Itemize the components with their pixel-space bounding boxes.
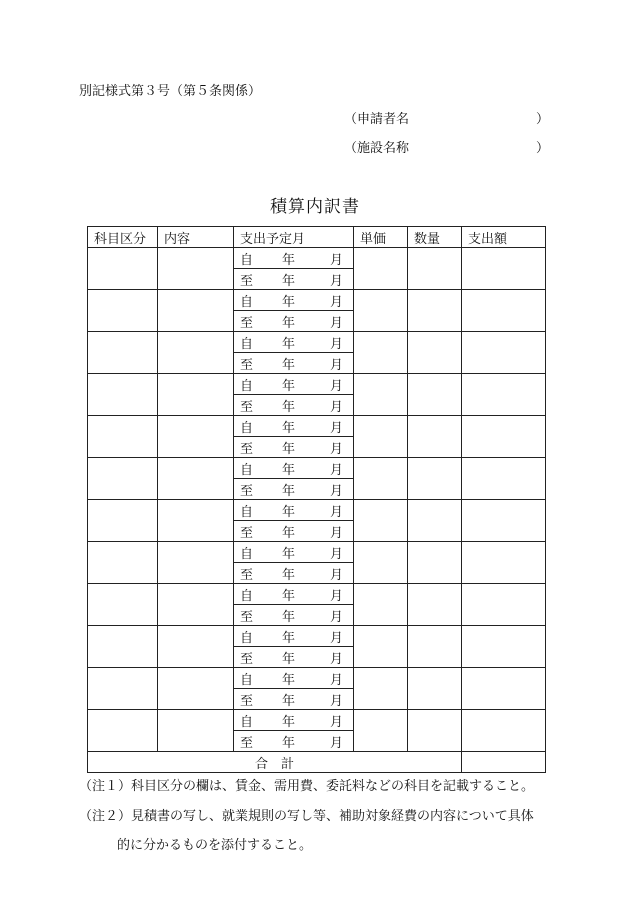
content-cell[interactable] — [158, 710, 234, 752]
month-unit: 月 — [330, 399, 344, 415]
unit-price-cell[interactable] — [354, 668, 408, 710]
quantity-cell[interactable] — [408, 626, 462, 668]
table-row — [88, 668, 546, 689]
table-row — [88, 248, 546, 269]
amount-cell[interactable] — [462, 290, 546, 332]
month-unit: 月 — [330, 315, 344, 331]
table-row — [88, 710, 546, 731]
quantity-cell[interactable] — [408, 374, 462, 416]
year-unit: 年 — [282, 504, 296, 520]
month-unit: 月 — [330, 273, 344, 289]
amount-cell[interactable] — [462, 458, 546, 500]
period-from-cell[interactable] — [234, 458, 354, 479]
table-row — [88, 416, 546, 437]
amount-cell[interactable] — [462, 710, 546, 752]
month-unit: 月 — [330, 735, 344, 751]
unit-price-cell[interactable] — [354, 584, 408, 626]
quantity-cell[interactable] — [408, 416, 462, 458]
year-unit: 年 — [282, 483, 296, 499]
total-amount-cell[interactable] — [462, 752, 546, 773]
unit-price-cell[interactable] — [354, 626, 408, 668]
period-from-cell[interactable] — [234, 584, 354, 605]
period-from-cell[interactable] — [234, 374, 354, 395]
form-label: 別記様式第３号（第５条関係） — [79, 84, 262, 99]
quantity-cell[interactable] — [408, 542, 462, 584]
month-unit: 月 — [330, 672, 344, 688]
category-cell[interactable] — [88, 290, 158, 332]
document-title: 積算内訳書 — [270, 197, 360, 217]
period-from-cell[interactable] — [234, 710, 354, 731]
amount-cell[interactable] — [462, 626, 546, 668]
year-unit: 年 — [282, 252, 296, 268]
year-unit: 年 — [282, 420, 296, 436]
quantity-cell[interactable] — [408, 458, 462, 500]
total-label: 合 計 — [88, 752, 462, 773]
unit-price-cell[interactable] — [354, 458, 408, 500]
quantity-cell[interactable] — [408, 290, 462, 332]
year-unit: 年 — [282, 294, 296, 310]
period-to-mark: 至 — [240, 567, 254, 583]
year-unit: 年 — [282, 567, 296, 583]
table-header-row — [88, 227, 546, 248]
period-to-mark: 至 — [240, 735, 254, 751]
month-unit: 月 — [330, 483, 344, 499]
year-unit: 年 — [282, 714, 296, 730]
period-from-mark: 自 — [240, 378, 254, 394]
month-unit: 月 — [330, 252, 344, 268]
month-unit: 月 — [330, 504, 344, 520]
period-to-mark: 至 — [240, 651, 254, 667]
period-from-mark: 自 — [240, 336, 254, 352]
table-row — [88, 332, 546, 353]
applicant-close-paren: ） — [535, 112, 549, 127]
period-from-mark: 自 — [240, 714, 254, 730]
month-unit: 月 — [330, 651, 344, 667]
month-unit: 月 — [330, 546, 344, 562]
period-from-mark: 自 — [240, 252, 254, 268]
period-from-mark: 自 — [240, 504, 254, 520]
period-from-mark: 自 — [240, 462, 254, 478]
period-from-mark: 自 — [240, 630, 254, 646]
unit-price-cell[interactable] — [354, 374, 408, 416]
facility-close-paren: ） — [535, 141, 549, 156]
note-1: （注１）科目区分の欄は、賃金、需用費、委託料などの科目を記載すること。 — [79, 779, 535, 794]
table-body — [88, 248, 546, 773]
period-to-cell[interactable] — [234, 269, 354, 290]
period-from-mark: 自 — [240, 546, 254, 562]
month-unit: 月 — [330, 567, 344, 583]
category-cell[interactable] — [88, 710, 158, 752]
month-unit: 月 — [330, 714, 344, 730]
year-unit: 年 — [282, 588, 296, 604]
period-from-mark: 自 — [240, 672, 254, 688]
unit-price-cell[interactable] — [354, 542, 408, 584]
category-cell[interactable] — [88, 248, 158, 290]
quantity-cell[interactable] — [408, 668, 462, 710]
amount-cell[interactable] — [462, 542, 546, 584]
period-from-cell[interactable] — [234, 248, 354, 269]
month-unit: 月 — [330, 609, 344, 625]
content-cell[interactable] — [158, 374, 234, 416]
year-unit: 年 — [282, 441, 296, 457]
unit-price-cell[interactable] — [354, 500, 408, 542]
period-to-mark: 至 — [240, 525, 254, 541]
facility-name-label: （施設名称 — [344, 141, 410, 156]
period-to-cell[interactable] — [234, 605, 354, 626]
period-to-mark: 至 — [240, 693, 254, 709]
period-from-cell[interactable] — [234, 416, 354, 437]
unit-price-cell[interactable] — [354, 248, 408, 290]
period-to-mark: 至 — [240, 441, 254, 457]
period-from-mark: 自 — [240, 588, 254, 604]
content-cell[interactable] — [158, 500, 234, 542]
period-to-mark: 至 — [240, 315, 254, 331]
col-header-amount: 支出額 — [462, 227, 546, 248]
total-row — [88, 752, 546, 773]
year-unit: 年 — [282, 273, 296, 289]
year-unit: 年 — [282, 462, 296, 478]
quantity-cell[interactable] — [408, 584, 462, 626]
year-unit: 年 — [282, 399, 296, 415]
content-cell[interactable] — [158, 668, 234, 710]
category-cell[interactable] — [88, 500, 158, 542]
unit-price-cell[interactable] — [354, 416, 408, 458]
year-unit: 年 — [282, 672, 296, 688]
content-cell[interactable] — [158, 290, 234, 332]
period-from-cell[interactable] — [234, 290, 354, 311]
amount-cell[interactable] — [462, 332, 546, 374]
category-cell[interactable] — [88, 416, 158, 458]
year-unit: 年 — [282, 357, 296, 373]
table-row — [88, 626, 546, 647]
period-from-cell[interactable] — [234, 668, 354, 689]
quantity-cell[interactable] — [408, 332, 462, 374]
year-unit: 年 — [282, 651, 296, 667]
period-from-cell[interactable] — [234, 626, 354, 647]
period-to-cell[interactable] — [234, 521, 354, 542]
month-unit: 月 — [330, 378, 344, 394]
category-cell[interactable] — [88, 332, 158, 374]
amount-cell[interactable] — [462, 248, 546, 290]
year-unit: 年 — [282, 735, 296, 751]
year-unit: 年 — [282, 609, 296, 625]
month-unit: 月 — [330, 630, 344, 646]
quantity-cell[interactable] — [408, 710, 462, 752]
table-row — [88, 500, 546, 521]
period-to-cell[interactable] — [234, 563, 354, 584]
quantity-cell[interactable] — [408, 500, 462, 542]
content-cell[interactable] — [158, 626, 234, 668]
year-unit: 年 — [282, 378, 296, 394]
period-to-cell[interactable] — [234, 479, 354, 500]
month-unit: 月 — [330, 357, 344, 373]
period-to-cell[interactable] — [234, 311, 354, 332]
month-unit: 月 — [330, 294, 344, 310]
col-header-content: 内容 — [158, 227, 234, 248]
period-to-mark: 至 — [240, 357, 254, 373]
year-unit: 年 — [282, 336, 296, 352]
table-row — [88, 542, 546, 563]
year-unit: 年 — [282, 693, 296, 709]
content-cell[interactable] — [158, 332, 234, 374]
period-to-mark: 至 — [240, 483, 254, 499]
month-unit: 月 — [330, 588, 344, 604]
applicant-name-line — [344, 108, 549, 127]
content-cell[interactable] — [158, 584, 234, 626]
year-unit: 年 — [282, 630, 296, 646]
year-unit: 年 — [282, 315, 296, 331]
category-cell[interactable] — [88, 668, 158, 710]
category-cell[interactable] — [88, 542, 158, 584]
content-cell[interactable] — [158, 416, 234, 458]
category-cell[interactable] — [88, 626, 158, 668]
content-cell[interactable] — [158, 248, 234, 290]
content-cell[interactable] — [158, 542, 234, 584]
period-to-cell[interactable] — [234, 353, 354, 374]
amount-cell[interactable] — [462, 584, 546, 626]
period-from-mark: 自 — [240, 420, 254, 436]
facility-name-line — [344, 137, 549, 156]
note-2: （注２）見積書の写し、就業規則の写し等、補助対象経費の内容について具体 — [79, 809, 534, 824]
quantity-cell[interactable] — [408, 248, 462, 290]
unit-price-cell[interactable] — [354, 710, 408, 752]
month-unit: 月 — [330, 525, 344, 541]
period-to-mark: 至 — [240, 399, 254, 415]
period-to-cell[interactable] — [234, 731, 354, 752]
month-unit: 月 — [330, 693, 344, 709]
col-header-category: 科目区分 — [88, 227, 158, 248]
period-to-cell[interactable] — [234, 395, 354, 416]
amount-cell[interactable] — [462, 374, 546, 416]
period-to-cell[interactable] — [234, 647, 354, 668]
period-from-mark: 自 — [240, 294, 254, 310]
col-header-quantity: 数量 — [408, 227, 462, 248]
period-from-cell[interactable] — [234, 332, 354, 353]
table-row — [88, 374, 546, 395]
amount-cell[interactable] — [462, 500, 546, 542]
col-header-unit-price: 単価 — [354, 227, 408, 248]
period-from-cell[interactable] — [234, 500, 354, 521]
estimate-breakdown-table — [87, 226, 546, 773]
period-to-mark: 至 — [240, 273, 254, 289]
table-row — [88, 290, 546, 311]
month-unit: 月 — [330, 462, 344, 478]
year-unit: 年 — [282, 525, 296, 541]
content-cell[interactable] — [158, 458, 234, 500]
category-cell[interactable] — [88, 374, 158, 416]
category-cell[interactable] — [88, 584, 158, 626]
amount-cell[interactable] — [462, 668, 546, 710]
month-unit: 月 — [330, 336, 344, 352]
col-header-planned-month: 支出予定月 — [234, 227, 354, 248]
period-from-cell[interactable] — [234, 542, 354, 563]
applicant-name-label: （申請者名 — [344, 112, 410, 127]
year-unit: 年 — [282, 546, 296, 562]
period-to-cell[interactable] — [234, 437, 354, 458]
amount-cell[interactable] — [462, 416, 546, 458]
table-row — [88, 458, 546, 479]
unit-price-cell[interactable] — [354, 332, 408, 374]
unit-price-cell[interactable] — [354, 290, 408, 332]
period-to-cell[interactable] — [234, 689, 354, 710]
category-cell[interactable] — [88, 458, 158, 500]
month-unit: 月 — [330, 441, 344, 457]
month-unit: 月 — [330, 420, 344, 436]
note-2-continuation: 的に分かるものを添付すること。 — [117, 838, 313, 853]
period-to-mark: 至 — [240, 609, 254, 625]
table-row — [88, 584, 546, 605]
